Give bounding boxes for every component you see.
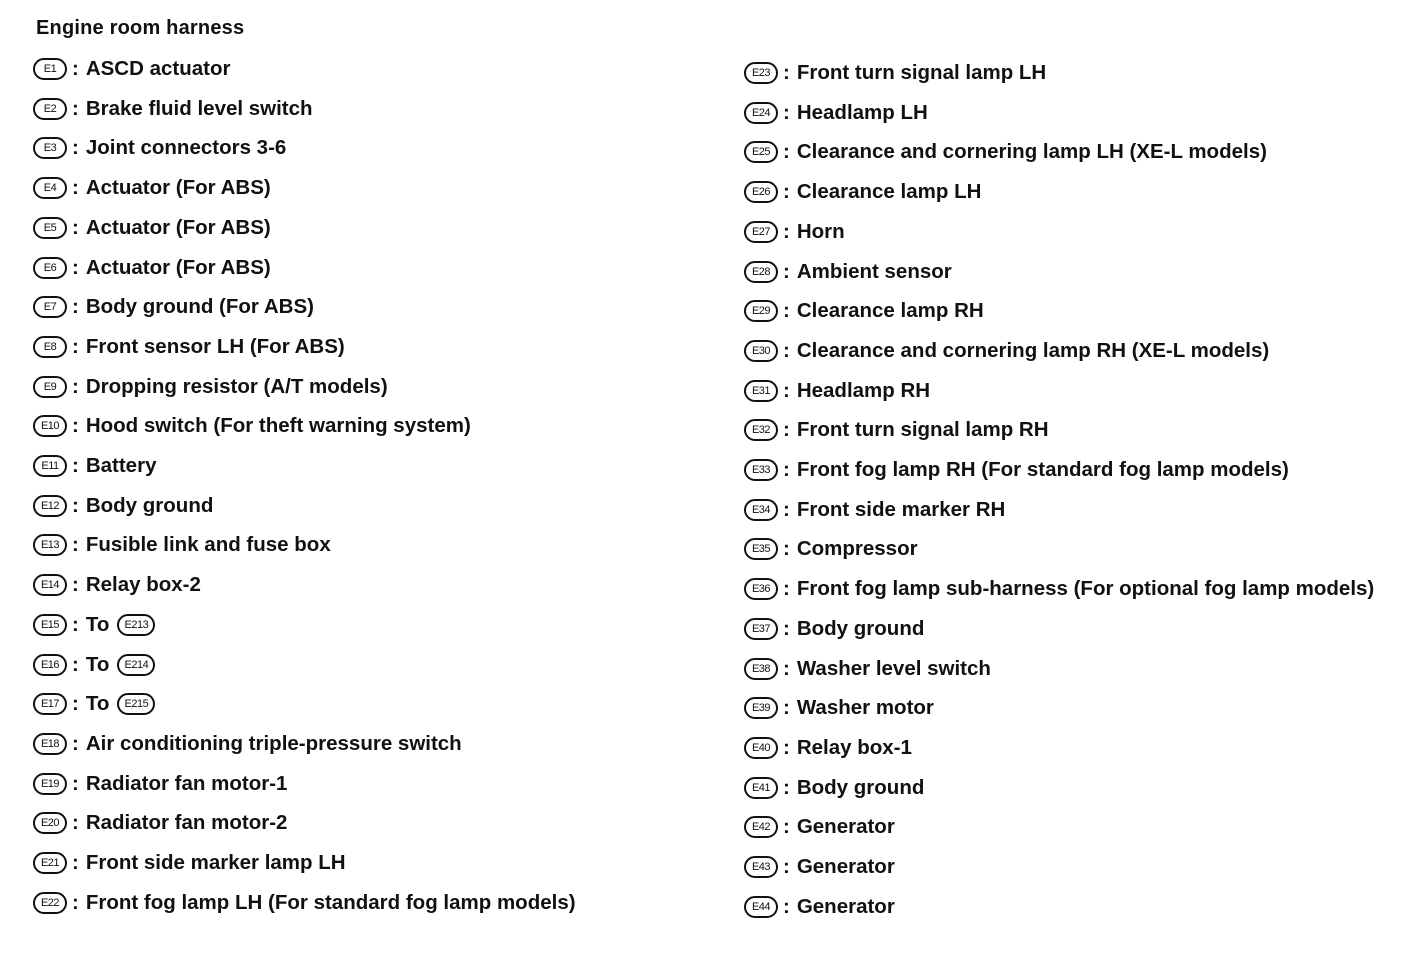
connector-item (744, 814, 895, 840)
connector-code-badge: E27 (744, 221, 778, 243)
connector-code-badge: E17 (33, 693, 67, 715)
connector-item (744, 338, 1269, 364)
connector-code-badge: E7 (33, 296, 67, 318)
connector-item (744, 378, 930, 404)
connector-item (744, 179, 981, 205)
separator-colon: : (72, 334, 79, 358)
connector-description: Actuator (For ABS) (85, 176, 271, 200)
connector-description: Compressor (796, 537, 918, 561)
connector-item (744, 259, 952, 285)
connector-description: Generator (796, 894, 895, 918)
connector-code-badge: E33 (744, 459, 778, 481)
separator-colon: : (783, 894, 790, 918)
connector-description: To (85, 652, 110, 676)
connector-code-badge: E42 (744, 816, 778, 838)
connector-description: Body ground (796, 616, 925, 640)
connector-description: Body ground (85, 493, 214, 517)
connector-code-badge: E44 (744, 896, 778, 918)
connector-item (744, 219, 845, 245)
connector-description: Generator (796, 855, 895, 878)
separator-colon: : (72, 771, 79, 795)
separator-colon: : (72, 176, 79, 200)
separator-colon: : (72, 612, 79, 636)
separator-colon: : (72, 811, 79, 835)
separator-colon: : (72, 533, 79, 557)
connector-code-badge: E9 (33, 376, 67, 398)
connector-description: Air conditioning triple-pressure switch (85, 731, 462, 755)
connector-description: Front side marker lamp LH (85, 851, 346, 874)
connector-item (744, 576, 1374, 602)
connector-description: Front fog lamp RH (For standard fog lamp models) (796, 458, 1289, 481)
connector-item (744, 497, 1005, 523)
separator-colon: : (783, 577, 790, 601)
separator-colon: : (72, 295, 79, 319)
connector-code-badge: E16 (33, 654, 67, 676)
separator-colon: : (783, 61, 790, 84)
connector-description: Headlamp RH (796, 378, 931, 402)
connector-description: Radiator fan motor-2 (85, 811, 288, 835)
connector-item (744, 775, 924, 801)
connector-code-badge: E26 (744, 181, 778, 203)
connector-description: Clearance lamp LH (796, 180, 982, 204)
connector-description: Clearance and cornering lamp RH (XE-L models) (796, 338, 1270, 362)
connector-code-badge: E34 (744, 499, 778, 521)
connector-item (744, 60, 1046, 86)
separator-colon: : (783, 140, 790, 164)
connector-code-badge: E6 (33, 257, 67, 279)
connector-description: Front sensor LH (For ABS) (85, 334, 345, 358)
separator-colon: : (783, 656, 790, 680)
connector-description: Front fog lamp sub-harness (For optional fog lamp models) (796, 577, 1375, 601)
connector-description: Front turn signal lamp LH (796, 61, 1047, 84)
connector-reference-badge: E213 (117, 614, 155, 636)
connector-description: Generator (796, 815, 895, 839)
connector-code-badge: E1 (33, 58, 67, 80)
connector-description: Clearance lamp RH (796, 299, 984, 323)
separator-colon: : (783, 180, 790, 204)
separator-colon: : (783, 616, 790, 640)
connector-code-badge: E13 (33, 534, 67, 556)
connector-code-badge: E10 (33, 415, 67, 437)
connector-code-badge: E40 (744, 737, 778, 759)
separator-colon: : (783, 815, 790, 839)
separator-colon: : (72, 851, 79, 874)
separator-colon: : (783, 418, 790, 442)
connector-description: To (85, 612, 110, 636)
connector-description: Body ground (For ABS) (85, 295, 314, 319)
separator-colon: : (72, 57, 79, 80)
connector-item (744, 894, 895, 920)
separator-colon: : (72, 731, 79, 755)
connector-description: Washer motor (796, 696, 934, 720)
connector-description: Fusible link and fuse box (85, 533, 331, 557)
separator-colon: : (72, 215, 79, 239)
connector-code-badge: E12 (33, 495, 67, 517)
connector-code-badge: E24 (744, 102, 778, 124)
connector-description: Horn (796, 219, 845, 243)
connector-code-badge: E35 (744, 538, 778, 560)
connector-description: Body ground (796, 775, 925, 799)
separator-colon: : (72, 255, 79, 279)
connector-item (744, 298, 984, 324)
separator-colon: : (72, 573, 79, 597)
separator-colon: : (783, 338, 790, 362)
connector-description: Radiator fan motor-1 (85, 771, 288, 795)
connector-code-badge: E2 (33, 98, 67, 120)
connector-description: Clearance and cornering lamp LH (XE-L models) (796, 140, 1267, 164)
connector-item (744, 735, 912, 761)
connector-description: Dropping resistor (A/T models) (85, 374, 388, 398)
connector-item (744, 854, 895, 880)
connector-description: Hood switch (For theft warning system) (85, 414, 471, 438)
connector-description: Relay box-2 (85, 573, 201, 597)
connector-code-badge: E31 (744, 380, 778, 402)
connector-item (744, 139, 1267, 165)
connector-item (744, 536, 918, 562)
connector-description: Washer level switch (796, 656, 991, 680)
connector-code-badge: E25 (744, 141, 778, 163)
connector-code-badge: E22 (33, 892, 67, 914)
separator-colon: : (783, 696, 790, 720)
separator-colon: : (72, 890, 79, 914)
connector-code-badge: E36 (744, 578, 778, 600)
connector-code-badge: E28 (744, 261, 778, 283)
connector-code-badge: E20 (33, 812, 67, 834)
connector-code-badge: E38 (744, 658, 778, 680)
connector-item (744, 616, 924, 642)
connector-description: Headlamp LH (796, 100, 928, 124)
connector-description: Relay box-1 (796, 735, 912, 759)
connector-reference-badge: E215 (117, 693, 155, 715)
connector-description: Brake fluid level switch (85, 96, 313, 120)
connector-code-badge: E11 (33, 455, 67, 477)
separator-colon: : (783, 219, 790, 243)
connector-code-badge: E29 (744, 300, 778, 322)
connector-description: Front turn signal lamp RH (796, 418, 1049, 442)
connector-code-badge: E41 (744, 777, 778, 799)
separator-colon: : (783, 735, 790, 759)
connector-item (744, 457, 1289, 483)
connector-item (744, 656, 991, 682)
connector-description: Actuator (For ABS) (85, 255, 271, 279)
connector-code-badge: E23 (744, 62, 778, 84)
connector-code-badge: E15 (33, 614, 67, 636)
connector-description: Joint connectors 3-6 (85, 136, 287, 160)
separator-colon: : (783, 497, 790, 521)
connector-description: Front side marker RH (796, 497, 1006, 521)
connector-code-badge: E39 (744, 697, 778, 719)
connector-reference-badge: E214 (117, 654, 155, 676)
connector-code-badge: E19 (33, 773, 67, 795)
connector-description: Actuator (For ABS) (85, 215, 271, 239)
separator-colon: : (72, 136, 79, 160)
separator-colon: : (783, 378, 790, 402)
separator-colon: : (72, 96, 79, 120)
separator-colon: : (783, 775, 790, 799)
connector-item (744, 695, 934, 721)
connector-code-badge: E37 (744, 618, 778, 640)
separator-colon: : (72, 692, 79, 716)
connector-code-badge: E30 (744, 340, 778, 362)
separator-colon: : (72, 454, 79, 477)
connector-code-badge: E4 (33, 177, 67, 199)
connector-code-badge: E21 (33, 852, 67, 874)
connector-description: To (85, 692, 110, 716)
separator-colon: : (783, 855, 790, 878)
connector-description: Ambient sensor (796, 259, 952, 283)
separator-colon: : (72, 414, 79, 438)
separator-colon: : (783, 100, 790, 124)
connector-code-badge: E8 (33, 336, 67, 358)
connector-code-badge: E3 (33, 137, 67, 159)
separator-colon: : (783, 299, 790, 323)
separator-colon: : (783, 537, 790, 561)
connector-item (744, 417, 1049, 443)
connector-code-badge: E32 (744, 419, 778, 441)
connector-description: Front fog lamp LH (For standard fog lamp models) (85, 890, 576, 914)
separator-colon: : (72, 493, 79, 517)
connector-code-badge: E14 (33, 574, 67, 596)
connector-description: Battery (85, 454, 157, 477)
separator-colon: : (72, 652, 79, 676)
connector-description: ASCD actuator (85, 57, 231, 80)
connector-code-badge: E5 (33, 217, 67, 239)
connector-item (744, 100, 928, 126)
separator-colon: : (783, 259, 790, 283)
connector-code-badge: E18 (33, 733, 67, 755)
separator-colon: : (783, 458, 790, 481)
page-title: Engine room harness (36, 17, 245, 39)
separator-colon: : (72, 374, 79, 398)
connector-code-badge: E43 (744, 856, 778, 878)
